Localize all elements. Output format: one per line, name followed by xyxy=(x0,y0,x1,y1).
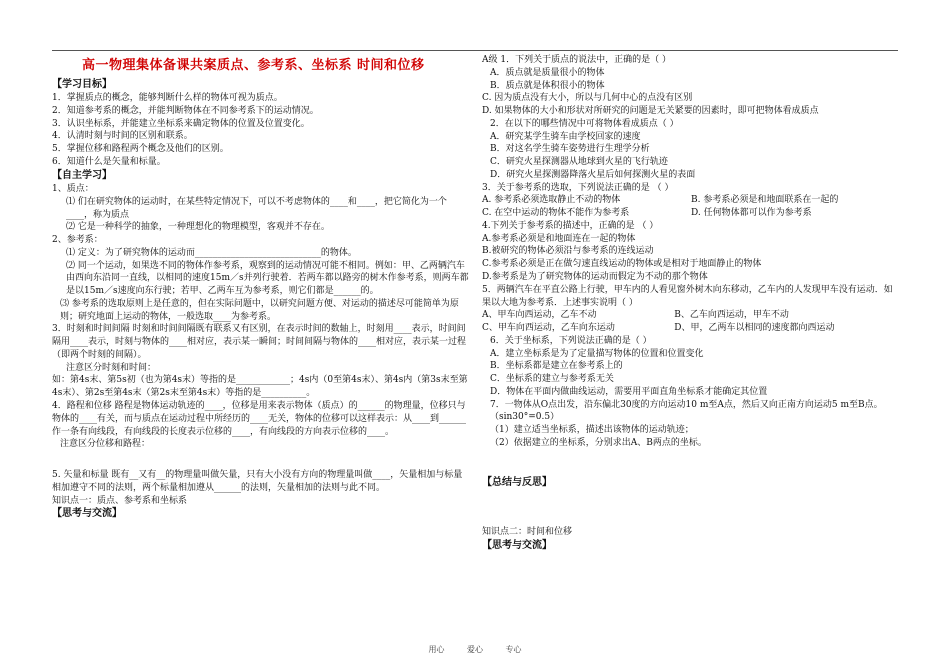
text-line: 4．路程和位移 路程是物体运动轨迹的____，位移是用来表示物体（质点）的______的物理量，位移只与物体的____有关，而与质点在运动过程中所经历的____无关，物体的位移可以这样表示：从____到______作一条有向线段，有向线段的长度表示位移的____，有向线段的方向表示位移的____。 xyxy=(52,400,467,437)
text-line: A．质点就是质量很小的物体 xyxy=(490,67,605,78)
text-line: 2、参考系： xyxy=(52,235,103,246)
text-line: （1）建立适当坐标系，描述出该物体的运动轨迹； xyxy=(490,425,694,436)
text-line: 4.下列关于参考系的描述中，正确的是 （ ） xyxy=(482,220,659,231)
text-line: C. 因为质点没有大小，所以与几何中心的点没有区别 xyxy=(482,93,693,104)
text-line: 3．时刻和时间间隔 时刻和时间间隔既有联系又有区别，在表示时间的数轴上，时刻用____表示，时间间隔用____表示，时刻与物体的____相对应，表示某一瞬间；时间间隔与物体的____相对应，表示某一过程（即两个时刻的间隔）。 xyxy=(52,324,467,360)
text-line: A级 1．下列关于质点的说法中，正确的是（ ） xyxy=(482,55,671,65)
text-line: 7．一物体从O点出发，沿东偏北30度的方向运动10 m至A点，然后又向正南方向运动5 m至B点。 xyxy=(490,399,883,410)
text-line: D．研究火星探测器降落火星后如何探测火星的表面 xyxy=(490,169,696,180)
option-row xyxy=(482,207,900,220)
section-heading: 【自主学习】 xyxy=(52,169,112,181)
option-text: D、甲，乙两车以相同的速度都向西运动 xyxy=(674,323,835,334)
option-row xyxy=(482,194,900,207)
option-text: D. 任何物体都可以作为参考系 xyxy=(691,208,812,219)
text-line: 知识点二：时间和位移 xyxy=(482,526,573,537)
option-text: C、甲车向西运动，乙车向东运动 xyxy=(482,323,615,334)
text-line xyxy=(482,450,900,468)
section-heading: 【总结与反思】 xyxy=(482,476,552,488)
text-line: D. 如果物体的大小和形状对所研究的问题是无关紧要的因素时，即可把物体看成质点 xyxy=(482,106,819,117)
text-line: A．研究某学生骑车由学校回家的速度 xyxy=(490,131,641,142)
right-column xyxy=(482,54,900,553)
text-line xyxy=(482,490,900,508)
text-line: （2）依据建立的坐标系，分别求出A、B两点的坐标。 xyxy=(490,437,707,448)
text-line: 2．知道参考系的概念，并能判断物体在不同参考系下的运动情况。 xyxy=(52,105,319,116)
text-line: 3．认识坐标系，并能建立坐标系来确定物体的位置及位置变化。 xyxy=(52,118,310,129)
option-text: A、甲车向西运动，乙车不动 xyxy=(482,310,597,321)
text-line: 3．关于参考系的选取，下列说法正确的是 （ ） xyxy=(482,182,674,193)
text-line: （sin30°=0.5） xyxy=(490,412,560,423)
text-line: C．研究火星探测器从地球到火星的飞行轨迹 xyxy=(490,157,668,168)
header-rule xyxy=(52,50,898,51)
text-line: B．对这名学生骑车姿势进行生理学分析 xyxy=(490,144,650,155)
page-title: 高一物理集体备课共案质点、参考系、坐标系 时间和位移 xyxy=(82,58,425,73)
text-line: 6．关于坐标系，下列说法正确的是（ ） xyxy=(490,335,652,346)
footer-word: 用心 xyxy=(428,645,445,654)
footer-word: 爱心 xyxy=(467,645,483,654)
text-line: A.参考系必须是和地面连在一起的物体 xyxy=(482,233,636,244)
text-line: B．坐标系都是建立在参考系上的 xyxy=(490,361,623,372)
text-line: D．物体在平面内做曲线运动，需要用平面直角坐标系才能确定其位置 xyxy=(490,386,768,397)
text-line: 2．在以下的哪些情况中可将物体看成质点（ ） xyxy=(490,118,679,129)
text-line: 如：第4s末、第5s初（也为第4s末）等指的是____________；4s内（0至第4s末）、第4s内（第3s末至第4s末）、第2s至第4s末（第2s末至第4s末）等指的是__________。 xyxy=(52,375,468,399)
text-line: B.被研究的物体必须沿与参考系的连线运动 xyxy=(482,246,654,257)
text-line: 5. 矢量和标量 既有__又有__的物理量叫做矢量，只有大小没有方向的物理量叫做____，矢量相加与标量相加遵守不同的法则，两个标量相加遵从______的法则，矢量相加的法则与此不同。 xyxy=(52,470,463,493)
text-line: 1．掌握质点的概念，能够判断什么样的物体可视为质点。 xyxy=(52,93,283,104)
section-heading: 【学习目标】 xyxy=(52,79,112,90)
text-line: 知识点一：质点、参考系和坐标系 xyxy=(52,495,188,506)
option-row xyxy=(482,322,900,335)
option-text: C. 在空中运动的物体不能作为参考系 xyxy=(482,208,630,219)
text-line: ⑴ 们在研究物体的运动时，在某些特定情况下，可以不考虑物体的____和____，把它简化为一个____，称为质点 xyxy=(66,196,447,220)
option-text: A. 参考系必须选取静止不动的物体 xyxy=(482,195,621,206)
text-line: B．质点就是体积很小的物体 xyxy=(490,80,605,91)
option-text: B. 参考系必须是和地面联系在一起的 xyxy=(691,195,839,206)
text-line xyxy=(52,451,470,469)
section-heading: 【思考与交流】 xyxy=(482,539,552,551)
page-footer xyxy=(0,644,950,655)
text-line: 注意区分位移和路程： xyxy=(60,439,151,450)
text-line: C.参考系必须是正在做匀速直线运动的物体或是相对于地面静止的物体 xyxy=(482,259,762,270)
text-line: 5．掌握位移和路程两个概念及他们的区别。 xyxy=(52,144,229,155)
option-row xyxy=(482,309,900,322)
text-line xyxy=(482,468,900,476)
left-column xyxy=(52,78,470,522)
footer-word: 专心 xyxy=(505,645,522,654)
option-text: B、乙车向西运动，甲车不动 xyxy=(674,310,789,321)
text-line: 4．认清时刻与时间的区别和联系。 xyxy=(52,131,193,142)
text-line: 注意区分时刻和时间： xyxy=(66,362,157,373)
text-line: ⑵ 它是一种科学的抽象，一种理想化的物理模型，客观并不存在。 xyxy=(66,222,330,233)
text-line: ⑴ 定义：为了研究物体的运动而____________________________的物体。 xyxy=(66,247,357,258)
text-line: D.参考系是为了研究物体的运动而假定为不动的那个物体 xyxy=(482,272,708,283)
text-line: 6．知道什么是矢量和标量。 xyxy=(52,157,166,168)
section-heading: 【思考与交流】 xyxy=(52,508,122,520)
text-line: ⑵ 同一个运动，如果选不同的物体作参考系，观察到的运动情况可能不相同。例如：甲、乙两辆汽车由西向东沿同一直线，以相同的速度15m／s并列行驶着．若两车都以路旁的树木作参考系，则两车都是以15m／s速度向东行驶；若甲、乙两车互为参考系，则它们都是______的。 xyxy=(66,260,469,297)
text-line: 5．两辆汽车在平直公路上行驶，甲车内的人看见窗外树木向东移动，乙车内的人发现甲车没有运动．如果以大地为参考系．上述事实说明（ ） xyxy=(482,284,893,308)
text-line: ⑶ 参考系的选取原则上是任意的，但在实际问题中，以研究问题方便、对运动的描述尽可能简单为原则；研究地面上运动的物体，一般选取____为参考系。 xyxy=(60,298,459,322)
text-line: A．建立坐标系是为了定量描写物体的位置和位置变化 xyxy=(490,348,704,359)
text-line xyxy=(482,508,900,526)
text-line: C．坐标系的建立与参考系无关 xyxy=(490,374,614,385)
text-line: 1、质点： xyxy=(52,183,94,194)
